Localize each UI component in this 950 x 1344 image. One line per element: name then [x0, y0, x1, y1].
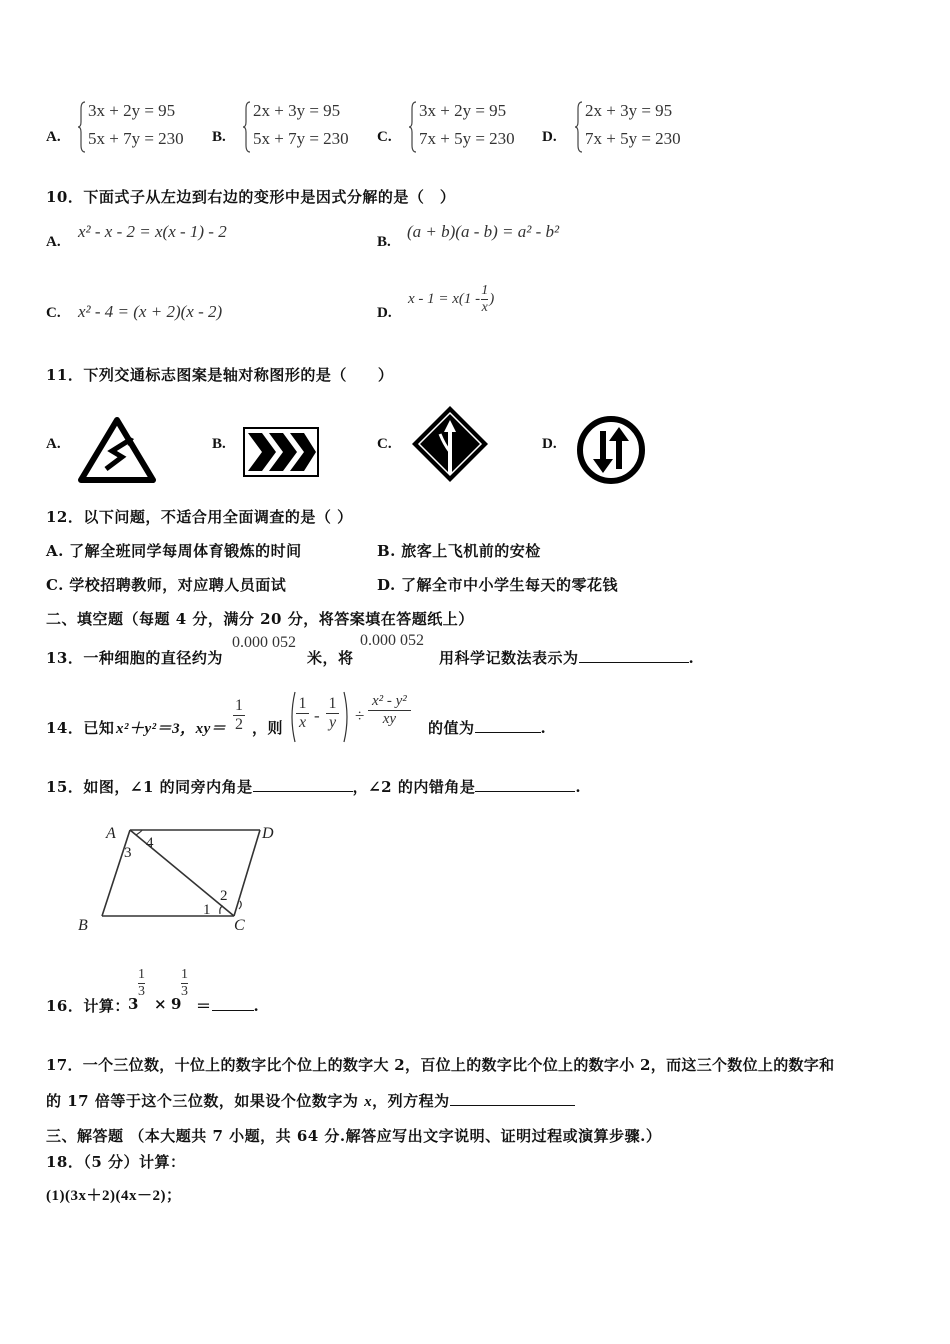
- point-label: A: [106, 825, 116, 842]
- q17-line-2-post: ，列方程为: [372, 1092, 450, 1110]
- q16-exponent-2: [181, 967, 188, 1000]
- brace-icon: [78, 101, 86, 153]
- q12-stem: 12．以下问题，不适合用全面调查的是（ ）: [46, 508, 353, 526]
- q13-mid: 米，将: [307, 649, 354, 667]
- q12-option-a: [46, 540, 302, 561]
- q15-answer-blank-2[interactable]: [475, 777, 575, 792]
- q9-option-b-label: B.: [212, 129, 226, 145]
- minus-sign: -: [314, 706, 320, 725]
- angle-label: 1: [203, 902, 211, 918]
- denominator: x: [296, 713, 309, 732]
- two-way-traffic-sign-icon: [576, 415, 646, 485]
- equals-sign: ＝: [196, 997, 212, 1015]
- denominator: xy: [368, 710, 411, 728]
- point-label: D: [262, 825, 274, 842]
- q10-stem: 10．下面式子从左边到右边的变形中是因式分解的是（ ）: [46, 188, 456, 206]
- q16-base-2: 9: [171, 995, 182, 1013]
- q13-suffix-text: 用科学记数法表示为: [439, 649, 579, 667]
- q10-option-a-expr: x² - x - 2 = x(x - 1) - 2: [78, 222, 227, 241]
- q15-stem: [46, 776, 581, 797]
- q16-base-1: 3: [128, 995, 139, 1013]
- point-label: B: [78, 917, 88, 934]
- q18-stem: 18．（5 分）计算：: [46, 1153, 186, 1171]
- denominator: 2: [235, 716, 243, 733]
- fraction: [233, 697, 245, 734]
- numerator: 1: [138, 967, 145, 982]
- q10-option-a-label: A.: [46, 234, 61, 250]
- q14-suffix-text: 的值为: [428, 719, 475, 737]
- q17-answer-blank[interactable]: [450, 1091, 575, 1106]
- option-text: 了解全市中小学生每天的零花钱: [400, 576, 618, 594]
- option-text: 旅客上飞机前的安检: [401, 542, 541, 560]
- option-label: C.: [46, 576, 64, 594]
- q10-option-c-expr: x² - 4 = (x + 2)(x - 2): [78, 302, 223, 321]
- q14-fraction-b: [326, 695, 339, 732]
- triangle-warning-sign-icon: [78, 417, 156, 483]
- period: .: [540, 719, 547, 737]
- right-paren-icon: [342, 691, 352, 743]
- q13-value-2: 0.000 052: [360, 632, 424, 649]
- q14-fraction-a: [296, 695, 309, 732]
- q11-option-c-label: C.: [377, 436, 392, 452]
- q15-part2: ，∠2 的内错角是: [352, 778, 476, 796]
- q16-equals: [196, 995, 259, 1016]
- equation: 3x + 2y = 95: [419, 101, 507, 120]
- q16-exponent-1: [138, 967, 145, 1000]
- period: .: [575, 778, 582, 796]
- option-text: 学校招聘教师，对应聘人员面试: [69, 576, 287, 594]
- q10-option-b-expr: (a + b)(a - b) = a² - b²: [407, 222, 560, 241]
- fraction: [481, 283, 488, 316]
- q11-stem: 11．下列交通标志图案是轴对称图形的是（ ）: [46, 366, 394, 384]
- q14-suffix: [428, 717, 546, 738]
- numerator: 1: [328, 695, 337, 712]
- q12-option-c: [46, 574, 286, 595]
- merge-diamond-sign-icon: [410, 404, 490, 484]
- equation: 7x + 5y = 230: [419, 129, 515, 148]
- fraction: [326, 695, 339, 732]
- period: .: [688, 649, 695, 667]
- q16-prefix: 16．计算：: [46, 997, 130, 1015]
- numerator: 1: [181, 967, 188, 982]
- numerator: 1: [298, 695, 307, 712]
- equation: 7x + 5y = 230: [585, 129, 681, 148]
- q13-value: 0.000 052: [232, 634, 296, 651]
- numerator: 1: [481, 283, 489, 298]
- chevron-sign-icon: [243, 427, 319, 477]
- option-label: D.: [377, 576, 396, 594]
- expr-part: ): [489, 291, 495, 307]
- brace-icon: [409, 101, 417, 153]
- q14-condition: x²＋y²＝3，xy＝: [116, 721, 227, 737]
- q10-option-b-label: B.: [377, 234, 391, 250]
- q15-answer-blank-1[interactable]: [253, 777, 353, 792]
- q14-then: ，则: [252, 719, 284, 737]
- denominator: 3: [138, 984, 145, 999]
- variable: x: [364, 1094, 373, 1110]
- q10-option-d-label: D.: [377, 305, 392, 321]
- brace-icon: [575, 101, 583, 153]
- fraction: [138, 967, 145, 1000]
- section-3-heading: 三、解答题 （本大题共 7 小题，共 64 分.解答应写出文字说明、证明过程或演算步骤.）: [46, 1127, 662, 1145]
- equation: 2x + 3y = 95: [253, 101, 341, 120]
- equation: 5x + 7y = 230: [253, 129, 349, 148]
- option-label: B.: [377, 542, 396, 560]
- q12-option-b: [377, 540, 541, 561]
- period: .: [253, 997, 260, 1015]
- q15-part1: 15．如图，∠1 的同旁内角是: [46, 778, 253, 796]
- q13-answer-blank[interactable]: [579, 648, 689, 663]
- q14-prefix: 14．已知: [46, 719, 115, 737]
- q18-part-1: (1)(3x＋2)(4x－2)；: [46, 1188, 182, 1204]
- q17-line-2-text: 的 17 倍等于这个三位数，如果设个位数字为: [46, 1092, 359, 1110]
- q11-option-d-label: D.: [542, 436, 557, 452]
- point-label: C: [234, 917, 245, 934]
- q9-option-a-label: A.: [46, 129, 61, 145]
- option-label: A.: [46, 542, 64, 560]
- q11-option-a-label: A.: [46, 436, 61, 452]
- q14-answer-blank[interactable]: [475, 718, 541, 733]
- fraction: [368, 693, 411, 728]
- divide-sign: ÷: [355, 706, 365, 725]
- brace-icon: [243, 101, 251, 153]
- numerator: x² - y²: [372, 693, 407, 709]
- q16-answer-blank[interactable]: [212, 996, 254, 1011]
- angle-label: 3: [124, 845, 132, 861]
- expr-part: x - 1 = x(1 -: [408, 291, 481, 307]
- equation: 5x + 7y = 230: [88, 129, 184, 148]
- equation: 2x + 3y = 95: [585, 101, 673, 120]
- option-text: 了解全班同学每周体育锻炼的时间: [69, 542, 302, 560]
- denominator: y: [326, 713, 339, 732]
- q9-option-c-label: C.: [377, 129, 392, 145]
- q16-times: ×: [154, 995, 168, 1013]
- q14-half-fraction: [233, 697, 245, 734]
- q14-fraction-c: [368, 693, 411, 728]
- q13-prefix: 13．一种细胞的直径约为: [46, 649, 223, 667]
- angle-label: 4: [146, 835, 154, 851]
- q9-option-d-label: D.: [542, 129, 557, 145]
- q13-suffix: [439, 647, 694, 668]
- denominator: 3: [181, 984, 188, 999]
- q10-option-d-expr: [408, 283, 494, 316]
- fraction: [181, 967, 188, 1000]
- denominator: x: [481, 300, 488, 315]
- numerator: 1: [235, 697, 243, 714]
- angle-label: 2: [220, 888, 228, 904]
- section-2-heading: 二、填空题（每题 4 分，满分 20 分，将答案填在答题纸上）: [46, 610, 474, 628]
- parallelogram-figure: [72, 818, 287, 938]
- q12-option-d: [377, 574, 618, 595]
- q11-option-b-label: B.: [212, 436, 226, 452]
- fraction: [296, 695, 309, 732]
- q17-line-1: 17．一个三位数，十位上的数字比个位上的数字大 2，百位上的数字比个位上的数字小 2，而这三个数位上的数字和: [46, 1056, 835, 1074]
- q17-line-2: [46, 1090, 575, 1111]
- equation: 3x + 2y = 95: [88, 101, 176, 120]
- q10-option-c-label: C.: [46, 305, 61, 321]
